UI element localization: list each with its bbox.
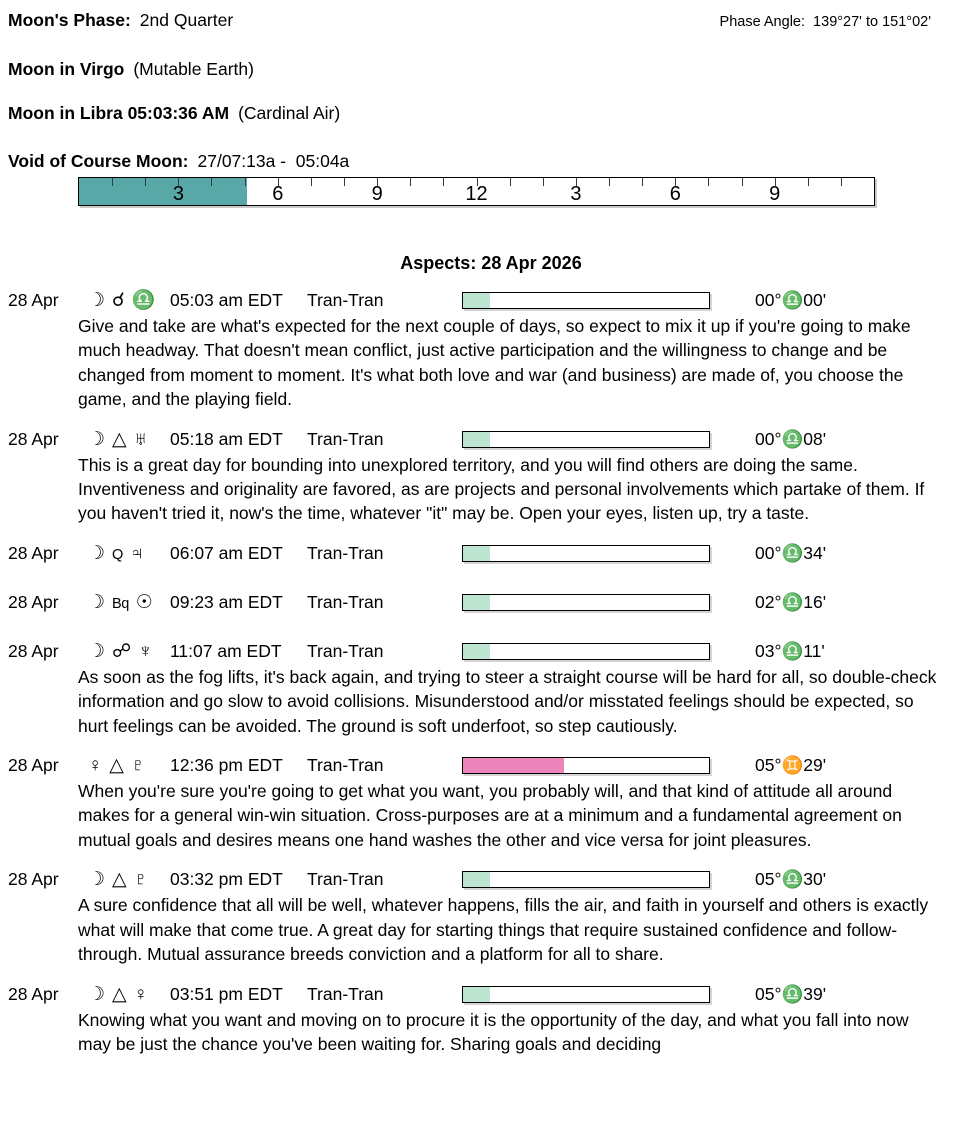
orb-bar [462,986,710,1003]
aspect-time: 06:07 am EDT [170,542,283,563]
hour-tick [609,178,610,186]
aspect-row [8,592,974,614]
biquintile-label: Bq [112,595,129,612]
aspect-description: A sure confidence that all will be well, whatever happens, fills the air, and faith in yourself and others is exactly what will make that come true. A great day for starting things that require sustained confidence and follow-through. Mutual assurance breeds conviction and a platform for all to share. [78,895,929,965]
aspect-block [8,641,974,738]
aspect-row [8,543,974,565]
moon-sign-2-rest: (Cardinal Air) [238,103,341,123]
aspect-position: 00°♎08' [755,428,827,449]
orb-bar [462,643,710,660]
hour-tick [742,178,743,186]
pluto-symbol: ♇ [130,755,146,777]
trine-symbol: △ [112,869,127,891]
orb-bar [462,757,710,774]
aspect-time: 05:18 am EDT [170,428,283,449]
hour-tick [145,178,146,186]
void-of-course-line [8,151,974,172]
aspect-block [8,543,974,565]
trine-symbol: △ [109,755,124,777]
aspect-date: 28 Apr [8,542,59,563]
hour-tick [642,178,643,186]
aspect-date: 28 Apr [8,428,59,449]
aspect-position: 02°♎16' [755,591,827,612]
hour-label: 6 [669,183,681,205]
aspect-chart-type: Tran-Tran [307,869,384,890]
hour-label: 9 [769,183,781,205]
aspect-time: 11:07 am EDT [170,640,282,661]
moon-phase-line [8,10,233,31]
moon-sign-1-rest: (Mutable Earth) [133,59,254,79]
trine-symbol: △ [112,428,127,450]
hour-label: 3 [172,183,184,205]
hour-tick [410,178,411,186]
aspect-chart-type: Tran-Tran [307,428,384,449]
moon-symbol: ☽ [88,640,106,662]
aspect-glyphs [88,593,170,614]
sun-symbol: ☉ [135,591,153,613]
aspect-block [8,984,974,1057]
hour-label: 9 [371,183,383,205]
void-timeline-fill [79,178,247,205]
hour-tick [841,178,842,186]
aspect-description: When you're sure you're going to get what you want, you probably will, and that kind of attitude all around makes for a general win-win situation. Cross-purposes are at a minimum and a fundamental agreement on mutual goals and desires means one hand washes the other and vice versa for joint pleasures. [78,781,902,850]
orb-bar-fill [463,644,490,659]
jupiter-symbol: ♃ [129,542,145,564]
hour-tick [510,178,511,186]
orb-bar-fill [463,758,564,773]
orb-bar-fill [463,546,490,561]
void-of-course-value: 27/07:13a - 05:04a [197,151,350,171]
moon-symbol: ☽ [88,869,106,891]
aspect-chart-type: Tran-Tran [307,542,384,563]
aspect-position: 03°♎11' [755,640,825,661]
aspect-glyphs [88,756,170,776]
aspect-block [8,755,974,852]
orb-bar [462,431,710,448]
aspect-row [8,641,974,662]
aspect-description: Give and take are what's expected for the next couple of days, so expect to mix it up if you're going to make much headway. That doesn't mean conflict, just active participation and the willingness to change and be changed from moment to moment. It's what both love and war (and business) are made of, you choose the game, and the playing field. [78,316,911,410]
aspect-position: 00°♎00' [755,290,827,310]
aspect-row [8,290,974,311]
libra-symbol: ♎ [131,290,156,311]
moon-sign-line-1 [8,59,974,80]
aspect-glyphs [88,985,170,1005]
orb-bar-fill [463,987,490,1002]
aspect-glyphs [88,870,170,890]
trine-symbol: △ [112,983,127,1005]
orb-bar-fill [463,872,490,887]
aspect-date: 28 Apr [8,591,59,612]
aspect-glyphs [88,544,170,565]
orb-bar [462,871,710,888]
aspect-row [8,429,974,450]
moon-symbol: ☽ [88,591,106,613]
aspect-chart-type: Tran-Tran [307,591,384,612]
aspect-date: 28 Apr [8,290,59,310]
aspect-time: 09:23 am EDT [170,591,283,612]
quintile-label: Q [112,546,123,563]
aspects-list [8,290,974,1056]
orb-bar [462,594,710,611]
hour-tick [344,178,345,186]
hour-label: 3 [570,183,582,205]
aspect-time: 03:51 pm EDT [170,983,283,1004]
moon-symbol: ☽ [88,428,106,450]
orb-bar-fill [463,595,490,610]
hour-tick [808,178,809,186]
aspect-description: Knowing what you want and moving on to procure it is the opportunity of the day, and what you fall into now may be just the chance you've been waiting for. Sharing goals and deciding [78,1009,909,1054]
orb-bar [462,292,710,309]
aspect-glyphs [88,291,170,311]
moon-symbol: ☽ [88,542,106,564]
hour-tick [311,178,312,186]
aspect-chart-type: Tran-Tran [307,983,384,1004]
orb-bar-fill [463,432,490,447]
aspect-block [8,429,974,526]
aspect-description: This is a great day for bounding into unexplored territory, and you will find others are doing the same. Inventiveness and originality are favored, as are projects and personal involvements which partake of them. If you haven't tried it, now's the time, whatever "it" may be. Open your eyes, listen up, try a taste. [78,454,925,524]
moon-sign-1-bold: Moon in Virgo [8,59,125,79]
moon-phase-value: 2nd Quarter [139,10,234,30]
aspect-row [8,755,974,776]
moon-sign-2-bold: Moon in Libra 05:03:36 AM [8,103,230,123]
pluto-symbol: ♇ [133,869,148,891]
opposition-symbol: ☍ [112,640,132,662]
hour-tick [708,178,709,186]
aspect-position: 05°♎39' [755,983,827,1004]
aspect-date: 28 Apr [8,869,59,890]
aspect-chart-type: Tran-Tran [307,755,384,776]
aspect-description: As soon as the fog lifts, it's back again, and trying to steer a straight course will be hard for all, so double-check information and go slow to avoid collisions. Misunderstood and/or misstated feelings should be expected, so hurt feelings can be avoided. The ground is soft underfoot, so step cautiously. [78,666,937,736]
moon-phase-label: Moon's Phase: [8,10,131,30]
aspects-title: Aspects: 28 Apr 2026 [400,253,582,273]
hour-tick [211,178,212,186]
aspect-chart-type: Tran-Tran [307,290,384,310]
aspect-time: 03:32 pm EDT [170,869,283,890]
aspect-position: 00°♎34' [755,542,827,563]
hour-tick [245,178,246,186]
orb-bar [462,545,710,562]
aspect-time: 12:36 pm EDT [170,755,283,776]
aspect-position: 05°♎30' [755,869,827,890]
hour-label: 12 [465,183,488,205]
orb-bar-fill [463,293,490,308]
conjunction-symbol: ☌ [112,290,125,311]
aspect-date: 28 Apr [8,755,59,776]
aspect-block [8,592,974,614]
aspect-chart-type: Tran-Tran [307,640,384,661]
aspect-date: 28 Apr [8,640,59,661]
venus-symbol: ♀ [88,755,103,777]
hour-tick [112,178,113,186]
moon-symbol: ☽ [88,983,106,1005]
aspect-position: 05°♊29' [755,755,827,776]
hour-tick [543,178,544,186]
aspect-block [8,290,974,412]
aspect-row [8,984,974,1005]
hour-label: 6 [272,183,284,205]
aspect-row [8,869,974,890]
aspect-glyphs [88,642,170,662]
uranus-symbol: ♅ [133,428,148,450]
venus-symbol: ♀ [133,983,148,1005]
moon-symbol: ☽ [88,290,106,311]
moon-sign-line-2 [8,103,974,124]
void-of-course-timeline [78,177,875,206]
aspect-glyphs [88,430,170,450]
neptune-symbol: ♆ [138,640,153,662]
void-of-course-label: Void of Course Moon: [8,151,189,171]
phase-angle: Phase Angle: 139°27' to 151°02' [719,14,931,30]
aspect-time: 05:03 am EDT [170,290,283,310]
hour-tick [443,178,444,186]
aspect-block [8,869,974,966]
aspect-date: 28 Apr [8,983,59,1004]
